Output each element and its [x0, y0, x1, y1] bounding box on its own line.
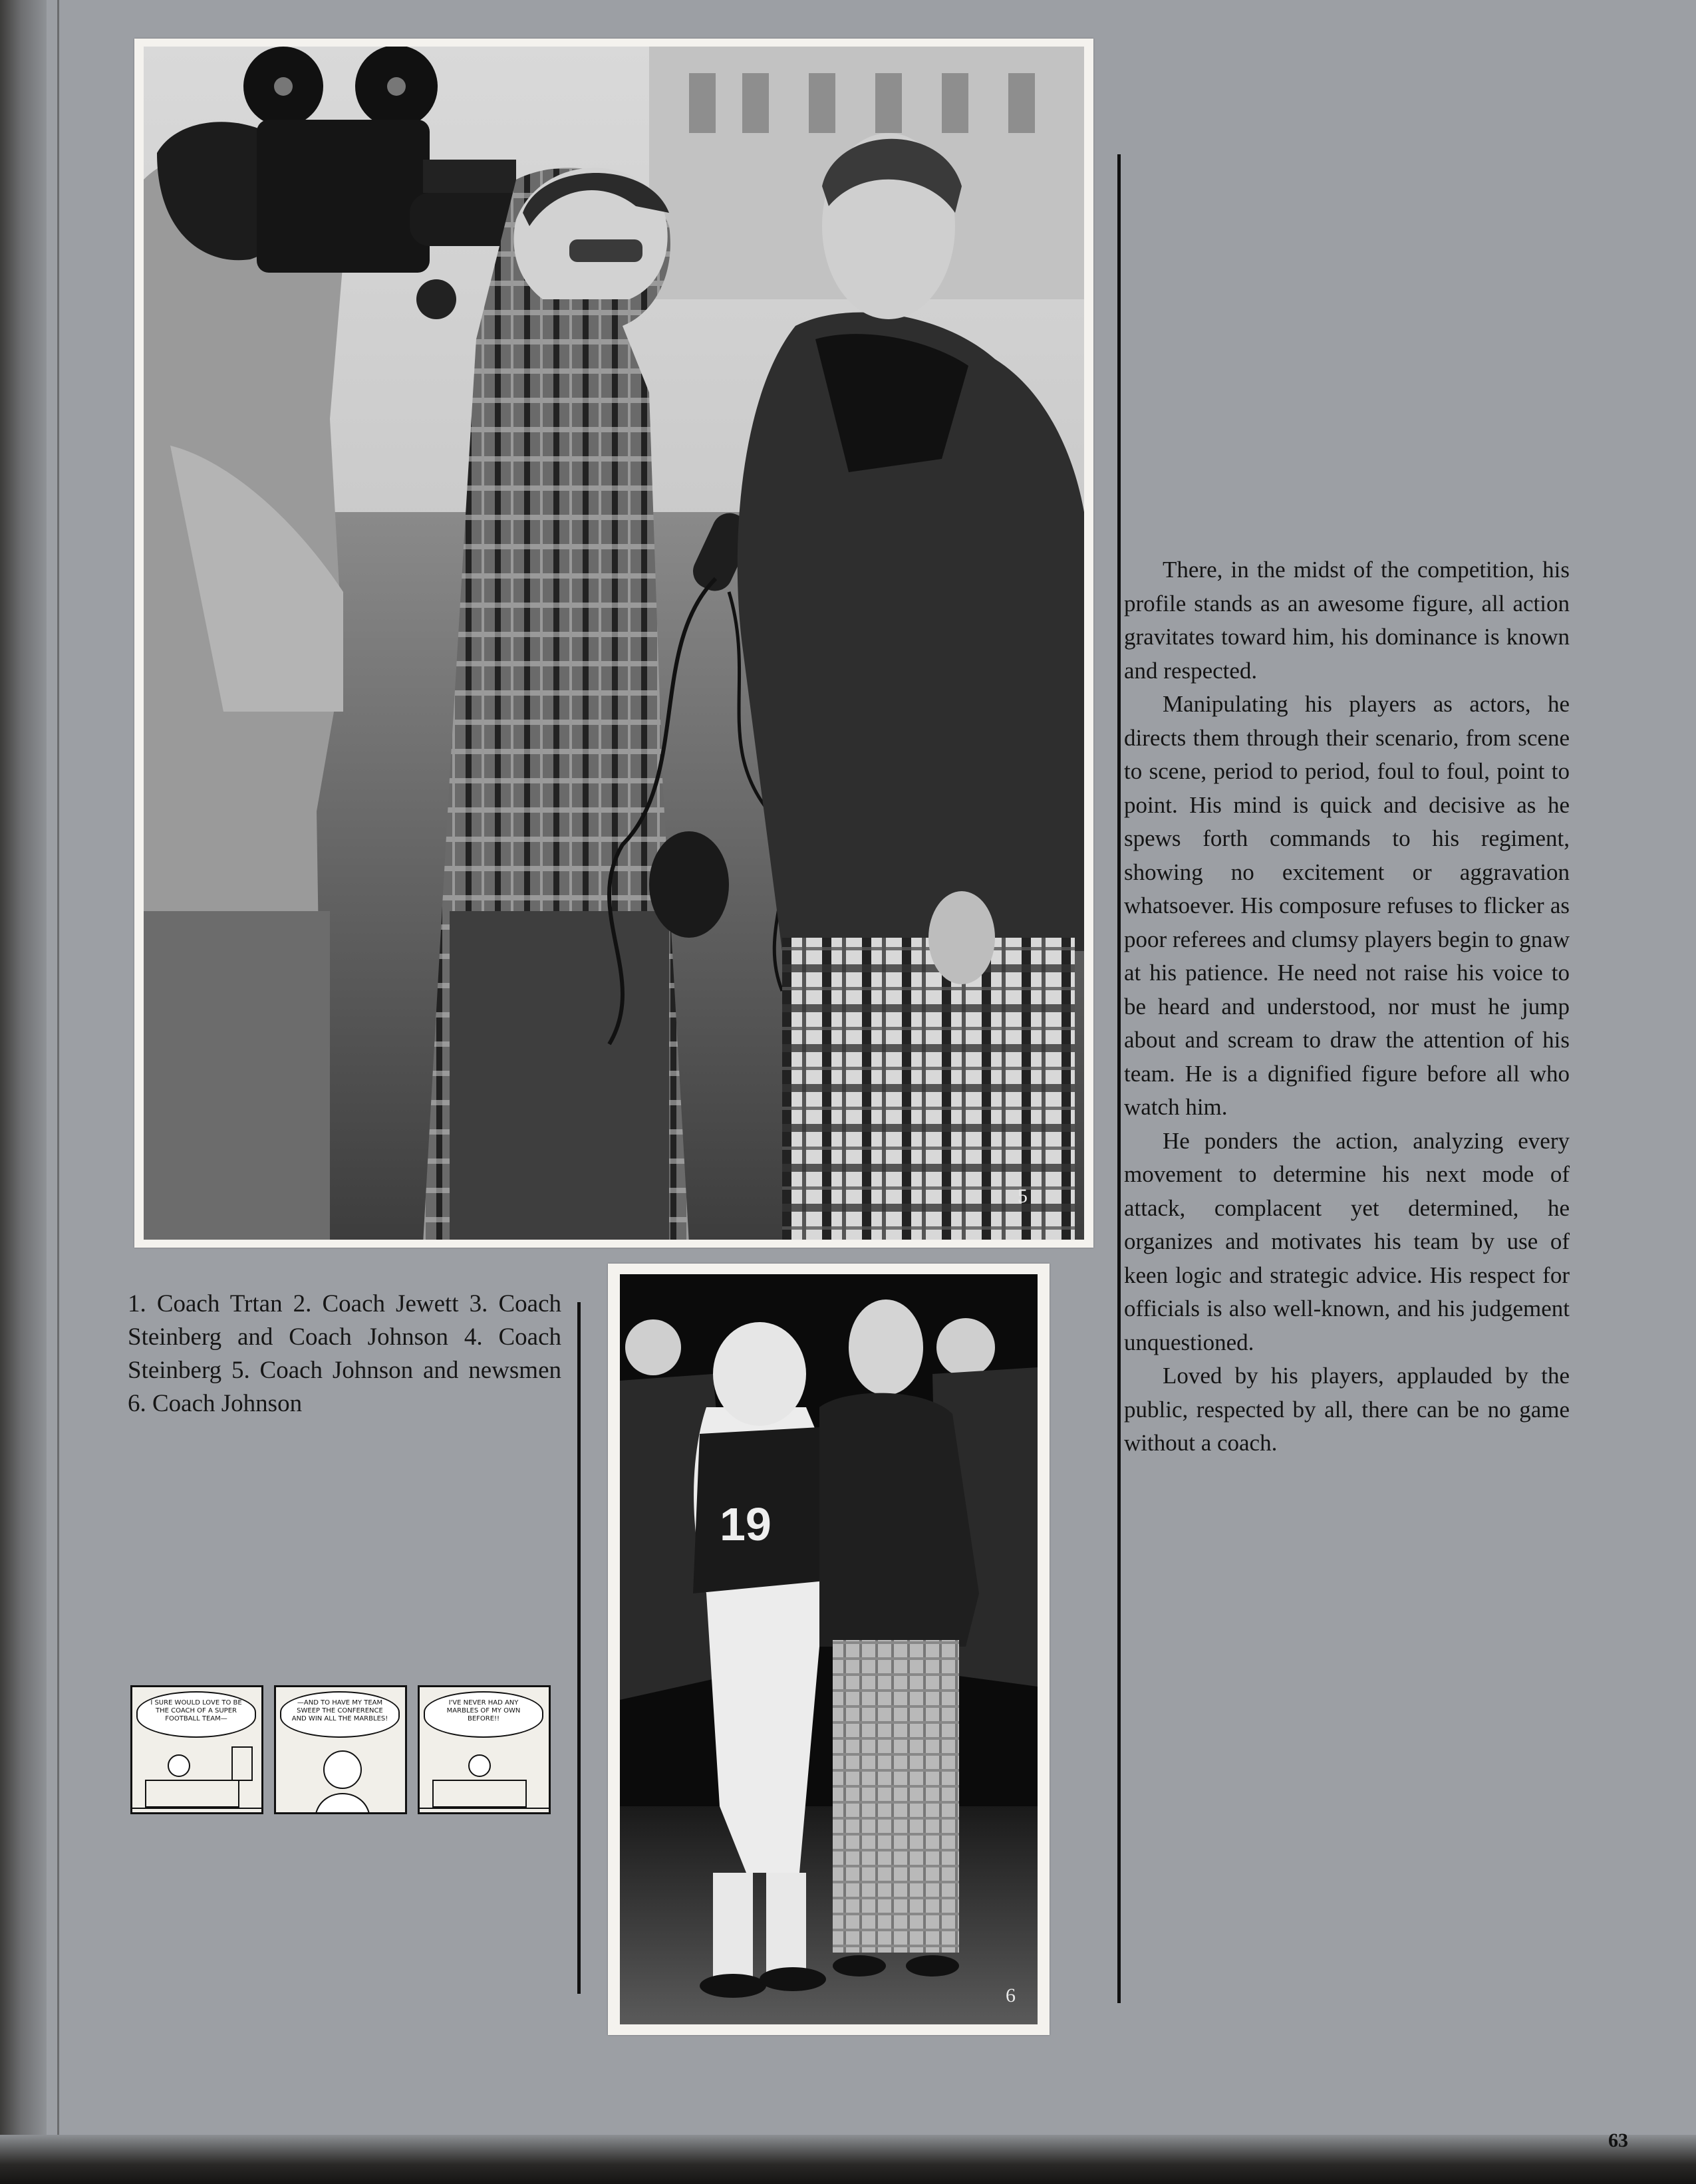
photo-6-frame [608, 1264, 1050, 2035]
comic-bubble-3: I'VE NEVER HAD ANY MARBLES OF MY OWN BEFORE!! [424, 1691, 543, 1738]
comic-panel-1 [130, 1685, 263, 1814]
comic-bubble-2: —AND TO HAVE MY TEAM SWEEP THE CONFERENCE AND WIN ALL THE MARBLES! [280, 1691, 400, 1738]
comic-panel-3 [418, 1685, 551, 1814]
binding-thread [57, 0, 59, 2184]
column-rule-right [1117, 154, 1121, 2003]
column-rule-left [577, 1302, 581, 1994]
photo-5-frame [134, 39, 1093, 1248]
svg-text:19: 19 [720, 1498, 772, 1550]
photo-6-image [620, 1274, 1038, 2024]
body-text [1124, 553, 1570, 1460]
comic-panel-2 [274, 1685, 407, 1814]
body-paragraph-2: Manipulating his players as actors, he directs them through their scenario, from scene to scene, period to period, foul to foul, point to point. His mind is quick and decisive as he spews forth commands to his regiment, showing no excitement or aggravation whatsoever. His composure refuses to flicker as poor referees and clumsy players begin to gnaw at his patience. He need not raise his voice to be heard and understood, nor must he jump about and scream to draw the attention of his team. He is a dignified figure before all who watch him. [1124, 691, 1570, 1120]
body-paragraph-3: He ponders the action, analyzing every movement to determine his next mode of attack, complacent yet determined, he organizes and motivates his team by use of keen logic and strategic advice. His respect for officials is also well-known, and his judgement unquestioned. [1124, 1127, 1570, 1355]
photo-caption: 1. Coach Trtan 2. Coach Jewett 3. Coach Steinberg and Coach Johnson 4. Coach Steinberg 5. Coach Johnson and newsmen 6. Coach Johnson [128, 1290, 561, 1417]
book-spine [0, 0, 47, 2184]
photo-6-number: 6 [1006, 1984, 1016, 2006]
page-bottom-edge [0, 2135, 1696, 2184]
body-paragraph-1: There, in the midst of the competition, his profile stands as an awesome figure, all action gravitates toward him, his dominance is known and respected. [1124, 557, 1570, 684]
photo-5-image [144, 47, 1084, 1240]
body-paragraph-4: Loved by his players, applauded by the public, respected by all, there can be no game without a coach. [1124, 1363, 1570, 1456]
page-number: 63 [1608, 2129, 1628, 2151]
comic-bubble-1: I SURE WOULD LOVE TO BE THE COACH OF A SUPER FOOTBALL TEAM— [136, 1691, 256, 1738]
comic-strip [130, 1685, 552, 1814]
photo-5-number: 5 [1018, 1185, 1028, 1207]
